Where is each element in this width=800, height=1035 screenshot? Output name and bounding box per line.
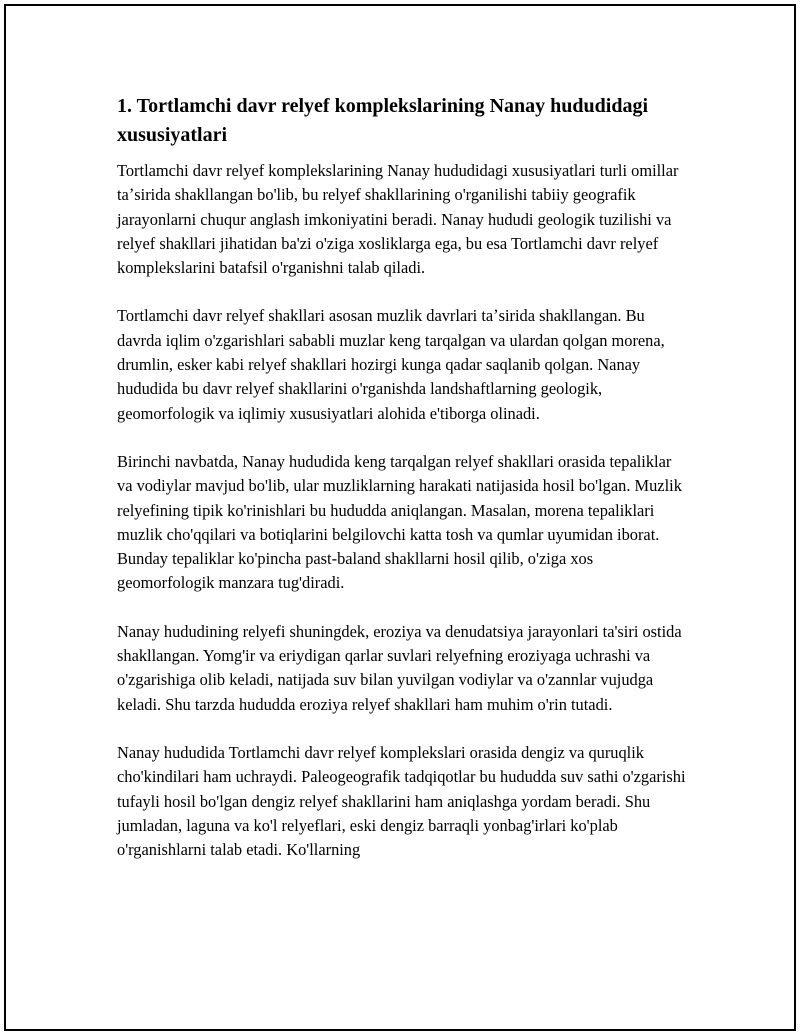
paragraph-4: Nanay hududining relyefi shuningdek, eroziya va denudatsiya jarayonlari ta'siri ostida shakllangan. Yomg'ir va eriydigan qarlar suvlari relyefning eroziyaga uchrashi va o'zgarishiga olib keladi, natijada suv bilan yuvilgan vodiylar va o'zannlar vujudga keladi. Shu tarzda hududda eroziya relyef shakllari ham muhim o'rin tutadi. bbox=[117, 621, 682, 714]
document-body bbox=[117, 92, 687, 886]
paragraph-2: Tortlamchi davr relyef shakllari asosan muzlik davrlari taʼsirida shakllangan. Bu davrda iqlim o'zgarishlari sababli muzlar keng tarqalgan va ulardan qolgan morena, drumlin, esker kabi relyef shakllari hozirgi kunga qadar saqlanib qolgan. Nanay hududida bu davr relyef shakllarini o'rganishda landshaftlarning geologik, geomorfologik va iqlimiy xususiyatlari alohida e'tiborga olinadi. bbox=[117, 306, 665, 423]
paragraph-3: Birinchi navbatda, Nanay hududida keng tarqalgan relyef shakllari orasida tepaliklar va vodiylar mavjud bo'lib, ular muzliklarning harakati natijasida hosil bo'lgan. Muzlik relyefining tipik ko'rinishlari bu hududda aniqlangan. Masalan, morena tepaliklari muzlik cho'qqilari va botiqlarini belgilovchi katta tosh va qumlar uyumidan iborat. Bunday tepaliklar ko'pincha past-baland shakllarni hosil qilib, o'ziga xos geomorfologik manzara tug'diradi. bbox=[117, 451, 682, 593]
paragraph-5: Nanay hududida Tortlamchi davr relyef komplekslari orasida dengiz va quruqlik cho'kindilari ham uchraydi. Paleogeografik tadqiqotlar bu hududda suv sathi o'zgarishi tufayli hosil bo'lgan dengiz relyef shakllarini ham aniqlashga yordam beradi. Shu jumladan, laguna va ko'l relyeflari, eski dengiz barraqli yonbag'irlari ko'plab o'rganishlarni talab etadi. Ko'llarning bbox=[117, 742, 686, 860]
section-heading: 1. Tortlamchi davr relyef komplekslarining Nanay hududidagi xususiyatlari bbox=[117, 95, 649, 146]
paragraph-1: Tortlamchi davr relyef komplekslarining Nanay hududidagi xususiyatlari turli omillar taʼsirida shakllangan bo'lib, bu relyef shakllarining o'rganilishi tabiiy geografik jarayonlarni chuqur anglash imkoniyatini beradi. Nanay hududi geologik tuzilishi va relyef shakllari jihatidan ba'zi o'ziga xosliklarga ega, bu esa Tortlamchi davr relyef komplekslarini batafsil o'rganishni talab qiladi. bbox=[117, 161, 679, 278]
